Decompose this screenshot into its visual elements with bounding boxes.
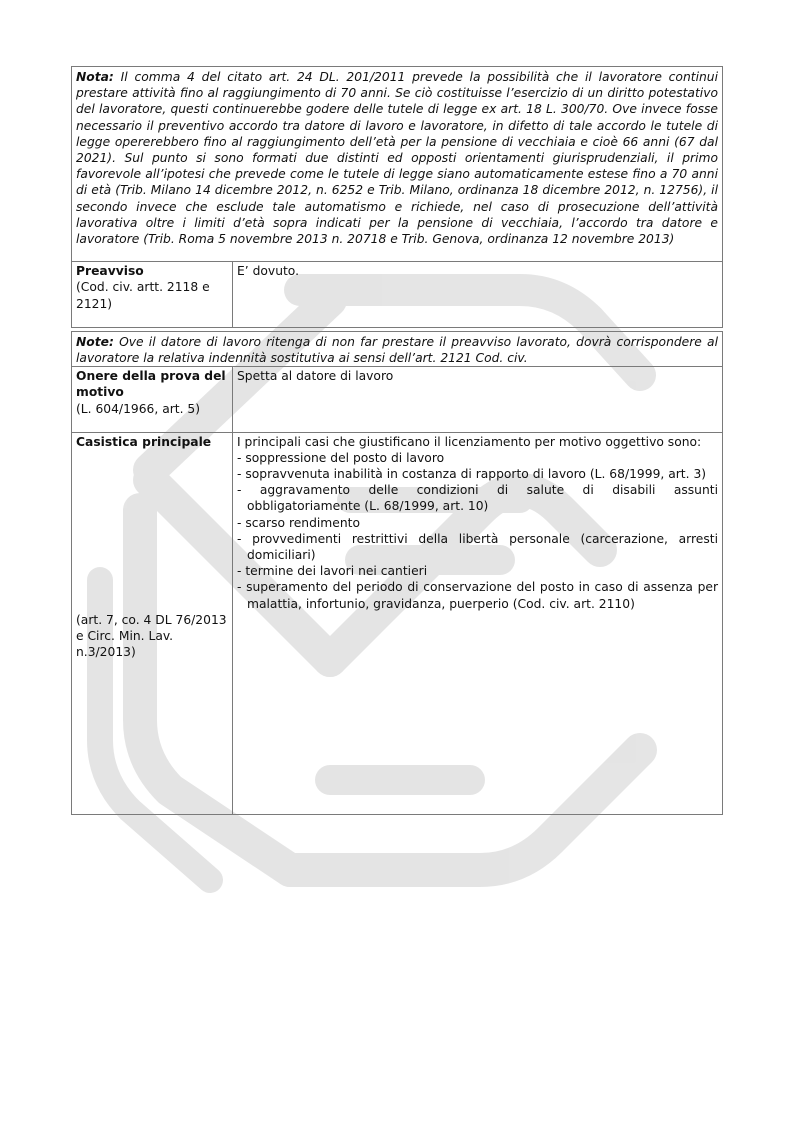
preavviso-value-cell: [233, 262, 723, 327]
list-item: - scarso rendimento: [237, 515, 360, 530]
preavviso-title: Preavviso: [76, 264, 144, 279]
casistica-row: [72, 432, 723, 814]
note-text: Ove il datore di lavoro ritenga di non far prestare il preavviso lavorato, dovrà corrispondere al lavoratore la relativa indennità sostitutiva ai sensi dell’art. 2121 Cod. civ.: [76, 334, 718, 365]
onere-title: Onere della prova del motivo: [76, 369, 226, 400]
preavviso-value: E’ dovuto.: [237, 264, 300, 279]
onere-row: [72, 367, 723, 432]
nota-box: [71, 66, 723, 262]
onere-value: Spetta al datore di lavoro: [237, 369, 394, 384]
list-item: - superamento del periodo di conservazione del posto in caso di assenza per malattia, infortunio, gravidanza, puerperio (Cod. civ. art. 2110): [237, 580, 718, 611]
preavviso-row: [72, 262, 723, 327]
preavviso-table: [71, 262, 723, 328]
onere-label-cell: [72, 367, 233, 432]
casistica-ref: (art. 7, co. 4 DL 76/2013 e Circ. Min. Lav. n.3/2013): [76, 612, 227, 660]
casistica-label-cell: [72, 432, 233, 814]
note-box: [71, 331, 723, 367]
list-item: - sopravvenuta inabilità in costanza di rapporto di lavoro (L. 68/1999, art. 3): [237, 467, 707, 482]
note-lead: Note:: [76, 334, 114, 349]
casistica-value-cell: [233, 432, 723, 814]
onere-value-cell: [233, 367, 723, 432]
preavviso-label-cell: [72, 262, 233, 327]
onere-ref: (L. 604/1966, art. 5): [76, 401, 201, 416]
casistica-list: [237, 450, 718, 612]
casistica-intro: I principali casi che giustificano il licenziamento per motivo oggettivo sono:: [237, 434, 702, 449]
list-item: - termine dei lavori nei cantieri: [237, 564, 428, 579]
nota-lead: Nota:: [76, 70, 114, 84]
list-item: - provvedimenti restrittivi della libertà personale (carcerazione, arresti domiciliari): [237, 531, 718, 563]
casistica-title: Casistica principale: [76, 434, 212, 449]
document-page: [71, 66, 723, 815]
list-item: - aggravamento delle condizioni di salute di disabili assunti obbligatoriamente (L. 68/1999, art. 10): [237, 483, 718, 514]
preavviso-ref: (Cod. civ. artt. 2118 e 2121): [76, 280, 210, 311]
list-item: - soppressione del posto di lavoro: [237, 450, 445, 465]
details-table: [71, 367, 723, 815]
nota-text: Il comma 4 del citato art. 24 DL. 201/2011 prevede la possibilità che il lavoratore continui prestare attività fino al raggiungimento di 70 anni. Se ciò costituisse l’esercizio di un diritto potestativo del lavoratore, questi continuerebbe godere delle tutele di legge ex art. 18 L. 300/70. Ove invece fosse necessario il preventivo accordo tra datore di lavoro e lavoratore, in difetto di tale accordo le tutele di legge opererebbero fino al raggiungimento dell’età per la pensione di vecchiaia e cioè 66 anni (67 dal 2021). Sul punto si sono formati due distinti ed opposti orientamenti giurisprudenziali, il primo favorevole all’ipotesi che prevede come le tutele di legge siano automaticamente estese fino a 70 anni di età (Trib. Milano 14 dicembre 2012, n. 6252 e Trib. Milano, ordinanza 18 dicembre 2012, n. 12756), il secondo invece che esclude tale automatismo e richiede, nel caso di prosecuzione dell’attività lavorativa oltre i limiti d’età sopra indicati per la pensione di vecchiaia, l’accordo tra datore e lavoratore (Trib. Roma 5 novembre 2013 n. 20718 e Trib. Genova, ordinanza 12 novembre 2013): [76, 70, 718, 247]
